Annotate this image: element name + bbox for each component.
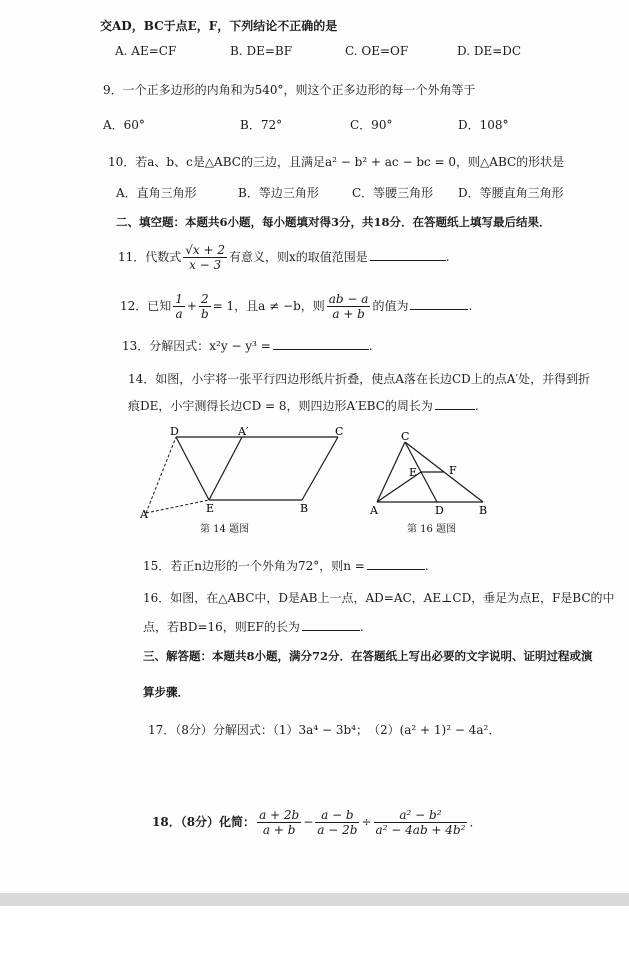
fig14-label-a1: A′ [238, 425, 249, 438]
q10-stem: 10．若a、b、c是△ABC的三边，且满足a² − b² + ac − bc = 0，则△ABC的形状是 [108, 155, 565, 169]
fig16-label-c: C [401, 430, 410, 443]
q13-answer-blank[interactable] [273, 339, 369, 350]
q16-line-2-wrap [143, 619, 364, 635]
q12-f1-num: 1 [175, 292, 183, 306]
q18 [152, 808, 481, 837]
q12-f1-den: a [175, 307, 183, 321]
q11-numerator: √x + 2 [185, 243, 226, 257]
q8-option-a: A. AE=CF [115, 44, 177, 58]
fig14-label-b: B [300, 502, 309, 515]
q11-end: . [445, 250, 450, 264]
q18-f2-num: a − b [315, 808, 359, 823]
fig14-label-d: D [170, 425, 179, 438]
q12 [120, 292, 472, 321]
fig14-label-e: E [206, 502, 215, 515]
fig14-side-cb [302, 437, 338, 500]
q9-option-a: A．60° [103, 118, 145, 132]
q11-denominator: x − 3 [189, 258, 222, 272]
q12-f3-num: ab − a [328, 292, 369, 306]
fig14-fold-edge-ae [146, 500, 209, 513]
q14-end: . [474, 399, 479, 413]
section3-line-2: 算步骤． [143, 685, 189, 699]
q14-answer-blank[interactable] [435, 399, 475, 410]
q12-fraction-3 [327, 292, 371, 321]
q18-f2-den: a − 2b [317, 823, 358, 837]
section3-line-1: 三、解答题：本题共8小题，满分72分．在答题纸上写出必要的文字说明、证明过程或演 [143, 649, 593, 663]
q15-text: 15．若正n边形的一个外角为72°，则n = [143, 559, 365, 573]
fig16-label-b: B [479, 504, 488, 517]
fig14-fold-edge-ad [146, 437, 176, 513]
q18-fraction-1 [257, 808, 301, 837]
q9-option-b: B．72° [240, 118, 283, 132]
q12-f2-num: 2 [199, 292, 211, 307]
figure-16 [365, 430, 495, 520]
q18-f1-num: a + 2b [259, 808, 300, 822]
q18-minus: − [303, 815, 314, 829]
q8-option-c: C. OE=OF [345, 44, 409, 58]
q12-f3-den: a + b [332, 307, 365, 321]
fig14-caption: 第 14 题图 [200, 524, 250, 535]
q10-option-b: B．等边三角形 [238, 186, 319, 200]
fig14-segment-a1e [209, 437, 242, 500]
q10-option-d: D．等腰直角三角形 [458, 186, 564, 200]
q18-f3-den: a² − 4ab + 4b² [375, 823, 466, 837]
q12-f2-den: b [200, 307, 209, 321]
fig16-label-e: E [409, 466, 418, 479]
q18-prefix: 18．（8分）化简： [152, 815, 256, 829]
fig14-label-a: A [140, 508, 148, 521]
q8-option-d: D. DE=DC [457, 44, 522, 58]
q12-plus: + [186, 299, 197, 313]
q14-line-1: 14．如图，小宇将一张平行四边形纸片折叠，使点A落在长边CD上的点A′处，并得到折 [128, 372, 591, 386]
bottom-gray-band [0, 893, 629, 906]
q9-stem: 9．一个正多边形的内角和为540°，则这个正多边形的每一个外角等于 [103, 83, 476, 97]
q12-answer-blank[interactable] [410, 299, 468, 310]
q15-answer-blank[interactable] [367, 559, 425, 570]
q16-answer-blank[interactable] [302, 620, 360, 631]
q11-suffix: 有意义，则x的取值范围是 [229, 250, 368, 264]
q12-mid: = 1，且a ≠ −b，则 [212, 299, 325, 313]
q11-answer-blank[interactable] [370, 250, 446, 261]
q18-fraction-2 [315, 808, 359, 837]
q13-end: . [368, 339, 373, 353]
q16-line-2: 点，若BD=16，则EF的长为 [143, 620, 300, 634]
q14-line-2-wrap [128, 398, 479, 414]
q18-divide: ÷ [361, 815, 372, 829]
q18-f1-den: a + b [262, 823, 296, 837]
q15 [143, 558, 429, 574]
q9-option-d: D．108° [458, 118, 509, 132]
q12-fraction-1 [173, 292, 185, 321]
fig16-label-a: A [370, 504, 378, 517]
q10-option-a: A．直角三角形 [116, 186, 197, 200]
q10-option-c: C．等腰三角形 [352, 186, 434, 200]
q12-suffix: 的值为 [372, 299, 409, 313]
fig16-label-d: D [435, 504, 444, 517]
q18-f3-num: a² − b² [374, 808, 468, 823]
section2-title: 二、填空题：本题共6小题，每小题填对得3分，共18分．在答题纸上填写最后结果． [116, 215, 551, 229]
q12-fraction-2 [199, 292, 211, 321]
q16-line-1: 16．如图，在△ABC中，D是AB上一点，AD=AC，AE⊥CD，垂足为点E，F是BC的中 [143, 591, 615, 605]
q12-prefix: 12．已知 [120, 299, 172, 313]
figure-14 [130, 424, 365, 522]
fig16-caption: 第 16 题图 [407, 524, 457, 535]
q8-stem: 交AD，BC于点E，F，下列结论不正确的是 [100, 19, 338, 33]
q16-end: . [359, 620, 364, 634]
q8-option-b: B. DE=BF [230, 44, 293, 58]
fig16-label-f: F [449, 464, 457, 477]
q11 [118, 243, 450, 272]
q12-end: . [468, 299, 473, 313]
fig14-label-c: C [335, 425, 344, 438]
q14-line-2: 痕DE，小宇测得长边CD = 8，则四边形A′EBC的周长为 [128, 399, 433, 413]
q9-option-c: C．90° [350, 118, 393, 132]
q13-text: 13．分解因式：x²y − y³ = [122, 339, 271, 353]
q18-end: ． [469, 815, 482, 829]
q18-fraction-3 [374, 808, 468, 837]
q13 [122, 338, 373, 354]
q11-fraction [183, 243, 227, 272]
fig14-crease-de [176, 437, 209, 500]
q15-end: . [424, 559, 429, 573]
q17-text: 17．（8分）分解因式：（1）3a⁴ − 3b⁴； （2）(a² + 1)² − 4a²． [148, 723, 501, 737]
q11-prefix: 11．代数式 [118, 250, 182, 264]
